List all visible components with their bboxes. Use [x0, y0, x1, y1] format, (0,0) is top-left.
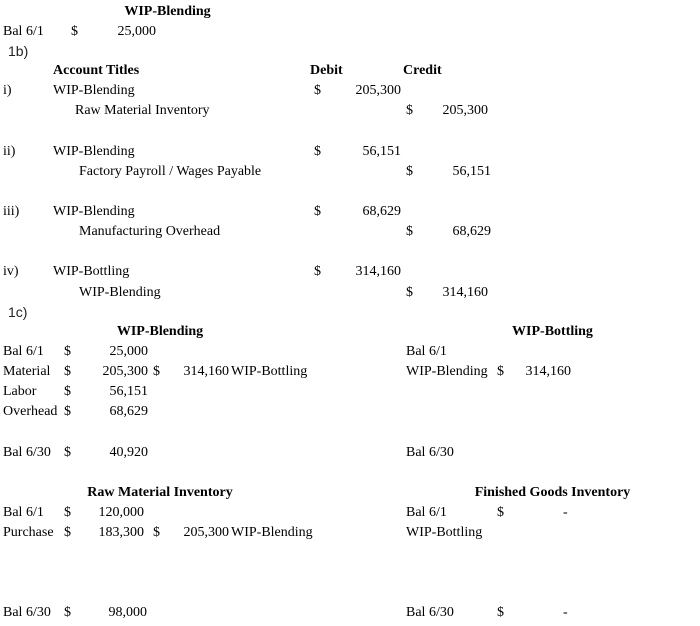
wip-bottling-row-label: WIP-Blending — [406, 364, 488, 379]
entry-number: iv) — [3, 264, 19, 279]
finished-goods-end-dollar: $ — [497, 605, 504, 620]
raw-material-end-label: Bal 6/30 — [3, 605, 51, 620]
wip-blending-end-dollar: $ — [64, 445, 71, 460]
part-1b-label: 1b) — [8, 43, 29, 59]
wip-blending-row-label: Bal 6/1 — [3, 344, 44, 359]
wip-blending-amount: 56,151 — [109, 384, 148, 399]
header-credit: Credit — [403, 63, 442, 78]
wip-blending-amount: 68,629 — [109, 404, 148, 419]
top-bal-value: 25,000 — [117, 24, 156, 39]
wip-blending-end-amount: 40,920 — [109, 445, 148, 460]
entry-credit-amount: 205,300 — [442, 103, 488, 118]
raw-material-amount: 183,300 — [98, 525, 144, 540]
entry-debit-account: WIP-Blending — [53, 83, 135, 98]
part-1c-label: 1c) — [8, 304, 28, 320]
wip-blending-credit-dollar: $ — [153, 364, 160, 379]
wip-blending-dollar: $ — [64, 384, 71, 399]
raw-material-row-label: Bal 6/1 — [3, 505, 44, 520]
wip-blending-dollar: $ — [64, 404, 71, 419]
wip-blending-row-label: Material — [3, 364, 51, 379]
entry-debit-dollar: $ — [314, 83, 321, 98]
finished-goods-bal-label: Bal 6/1 — [406, 505, 447, 520]
entry-credit-account: Factory Payroll / Wages Payable — [79, 164, 262, 179]
raw-material-dollar: $ — [64, 505, 71, 520]
entry-credit-dollar: $ — [406, 103, 413, 118]
finished-goods-end-amount: - — [563, 605, 568, 620]
entry-credit-account: Manufacturing Overhead — [79, 224, 221, 239]
wip-bottling-amount: 314,160 — [525, 364, 571, 379]
wip-blending-dollar: $ — [64, 364, 71, 379]
entry-debit-account: WIP-Bottling — [53, 264, 130, 279]
top-bal-label: Bal 6/1 — [3, 24, 44, 39]
finished-goods-title: Finished Goods Inventory — [474, 485, 631, 500]
wip-blending-credit-amount: 314,160 — [183, 364, 229, 379]
wip-blending-end-label: Bal 6/30 — [3, 445, 51, 460]
entry-debit-account: WIP-Blending — [53, 144, 135, 159]
raw-material-credit-amount: 205,300 — [183, 525, 229, 540]
entry-number: iii) — [3, 204, 20, 219]
wip-blending-title: WIP-Blending — [116, 324, 204, 339]
raw-material-end-dollar: $ — [64, 605, 71, 620]
entry-debit-amount: 68,629 — [362, 204, 401, 219]
entry-credit-dollar: $ — [406, 164, 413, 179]
raw-material-credit-label: WIP-Blending — [231, 525, 313, 540]
wip-blending-credit-label: WIP-Bottling — [231, 364, 308, 379]
entry-credit-account: WIP-Blending — [79, 285, 161, 300]
raw-material-dollar: $ — [64, 525, 71, 540]
raw-material-title: Raw Material Inventory — [87, 485, 233, 500]
entry-credit-amount: 68,629 — [452, 224, 491, 239]
entry-credit-amount: 314,160 — [442, 285, 488, 300]
finished-goods-dollar: $ — [497, 505, 504, 520]
wip-bottling-bal-label: Bal 6/1 — [406, 344, 447, 359]
finished-goods-end-label: Bal 6/30 — [406, 605, 454, 620]
entry-debit-dollar: $ — [314, 204, 321, 219]
wip-blending-dollar: $ — [64, 344, 71, 359]
wip-blending-row-label: Overhead — [3, 404, 58, 419]
entry-debit-dollar: $ — [314, 264, 321, 279]
entry-debit-amount: 56,151 — [362, 144, 401, 159]
entry-number: i) — [3, 83, 12, 98]
entry-debit-amount: 205,300 — [355, 83, 401, 98]
entry-credit-dollar: $ — [406, 285, 413, 300]
entry-credit-account: Raw Material Inventory — [75, 103, 210, 118]
top-account-title: WIP-Blending — [124, 4, 211, 19]
top-dollar-sign: $ — [71, 24, 78, 39]
entry-credit-amount: 56,151 — [452, 164, 491, 179]
entry-credit-dollar: $ — [406, 224, 413, 239]
wip-bottling-end-label: Bal 6/30 — [406, 445, 454, 460]
raw-material-amount: 120,000 — [98, 505, 144, 520]
header-account-titles: Account Titles — [53, 63, 140, 78]
raw-material-row-label: Purchase — [3, 525, 54, 540]
entry-debit-amount: 314,160 — [355, 264, 401, 279]
header-debit: Debit — [310, 63, 343, 78]
finished-goods-amount: - — [563, 505, 568, 520]
raw-material-end-amount: 98,000 — [108, 605, 147, 620]
entry-debit-account: WIP-Blending — [53, 204, 135, 219]
wip-blending-row-label: Labor — [3, 384, 37, 399]
finished-goods-row-label: WIP-Bottling — [406, 525, 483, 540]
wip-bottling-dollar: $ — [497, 364, 504, 379]
raw-material-credit-dollar: $ — [153, 525, 160, 540]
wip-blending-amount: 25,000 — [109, 344, 148, 359]
entry-number: ii) — [3, 144, 16, 159]
wip-blending-amount: 205,300 — [102, 364, 148, 379]
entry-debit-dollar: $ — [314, 144, 321, 159]
wip-bottling-title: WIP-Bottling — [512, 324, 593, 339]
